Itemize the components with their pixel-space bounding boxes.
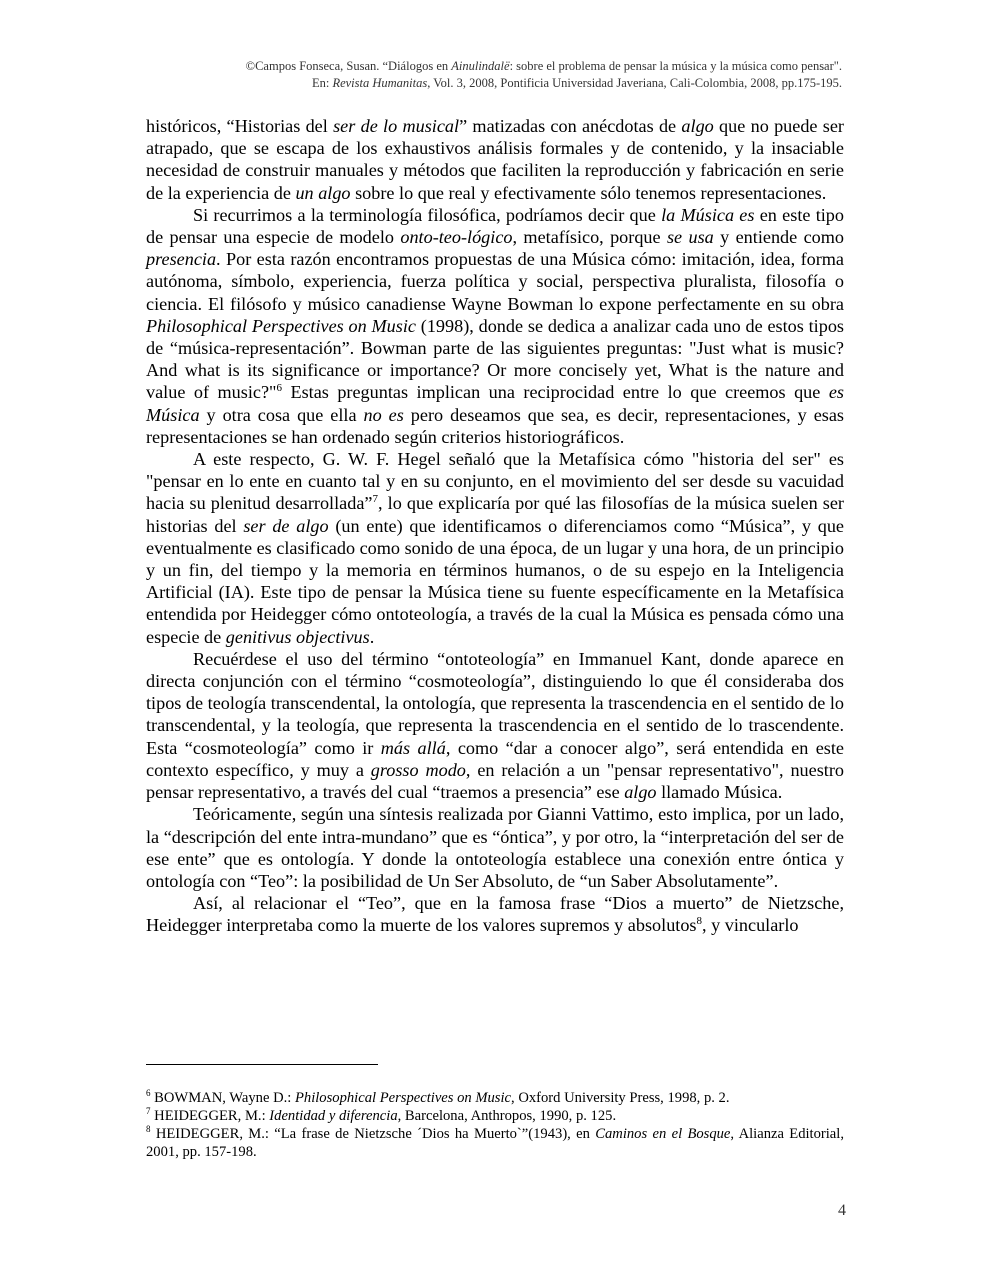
italic-text: onto-teo-lógico bbox=[400, 227, 513, 248]
footnote-divider bbox=[146, 1064, 378, 1065]
text-run: , y vincularlo bbox=[702, 915, 799, 936]
text-run: Estas preguntas implican una reciprocidad entre lo que creemos que bbox=[281, 382, 829, 403]
italic-text: algo bbox=[681, 116, 714, 136]
italic-text: no es bbox=[363, 404, 404, 425]
italic-text: Caminos en el Bosque bbox=[595, 1126, 731, 1142]
footnote bbox=[146, 1125, 844, 1161]
text-run: , como “dar a conocer algo”, será entendida en este contexto específico, y muy a bbox=[146, 737, 845, 780]
text-run: , Vol. 3, 2008, Pontificia Universidad Javeriana, Cali-Colombia, 2008, pp.175-195. bbox=[427, 76, 842, 90]
text-run: ©Campos Fonseca, Susan. “Diálogos en bbox=[245, 59, 452, 73]
text-run: , Alianza Editorial, 2001, pp. 157-198. bbox=[146, 1126, 844, 1160]
text-run: , lo que explicaría por qué las filosofías de la música suelen ser historias del bbox=[146, 493, 844, 536]
text-run: En: bbox=[311, 76, 333, 90]
text-run: . bbox=[369, 626, 375, 647]
text-run: (1998), donde se dedica a analizar cada uno de estos tipos de “música-representación”. Bowman parte de las siguientes preguntas: "Just what is music? And what is its significance or importance? Or more concisely yet, What is the nature and value of music?" bbox=[146, 315, 845, 403]
footnote-ref: 7 bbox=[372, 493, 378, 506]
text-run: A este respecto, G. W. F. Hegel señaló que la Metafísica cómo "historia del ser" es "pensar en lo ente en cuanto tal y en su conjunto, en el movimiento del ser desde su vacuidad hacia su plenitud desarrollada” bbox=[146, 449, 844, 514]
text-run: Teóricamente, según una síntesis realizada por Gianni Vattimo, esto implica, por un lado, la “descripción del ente intra-mundano” que es “óntica”, y por otro, la “interpretación del ser de ese ente” que es ontología. Y donde la ontoteología establece una conexión entre óntica y ontología con “Teo”: la posibilidad de Un Ser Absoluto, de “un Saber Absolutamente”. bbox=[146, 804, 844, 891]
text-run: en este tipo de pensar una especie de modelo bbox=[146, 204, 844, 248]
header-line-2 bbox=[122, 75, 842, 92]
italic-text: un algo bbox=[295, 182, 351, 203]
italic-text: genitivus objectivus bbox=[225, 626, 370, 647]
text-run: y entiende como bbox=[713, 227, 844, 248]
body-text bbox=[146, 115, 844, 937]
text-run: Recuérdese el uso del término “ontoteología” en Immanuel Kant, donde aparece en directa conjunción con el término “cosmoteología”, distinguiendo lo que él consideraba dos tipos de teología transcendental, la ontología, que representa la trascendencia en el sentido de lo transcendental, y la teología, que representa la trascendencia en el sentido de lo trascendente. Esta “cosmoteología” como ir bbox=[146, 648, 844, 758]
text-run: Si recurrimos a la terminología filosófica, podríamos decir que bbox=[193, 204, 662, 225]
text-run: (un ente) que identificamos o diferenciamos como “Música”, y que eventualmente es clasificado como sonido de una época, de un lugar y una hora, de un principio y un fin, del tiempo y la memoria en términos humanos, o de su espejo en la Inteligencia Artificial (IA). Este tipo de pensar la Música tiene su fuente específicamente en la Metafísica entendida por Heidegger cómo ontoteología, a través de la cual la Música es pensada cómo una especie de bbox=[146, 515, 845, 647]
footnote-ref: 6 bbox=[146, 1088, 151, 1099]
italic-text: Identidad y diferencia bbox=[269, 1108, 398, 1124]
paragraph bbox=[146, 448, 844, 648]
paragraph bbox=[146, 803, 844, 892]
italic-text: más allá bbox=[380, 737, 446, 758]
text-run: llamado Música. bbox=[656, 782, 783, 803]
footnote bbox=[146, 1089, 844, 1107]
page-number: 4 bbox=[838, 1202, 846, 1219]
italic-text: algo bbox=[624, 782, 657, 803]
paragraph bbox=[146, 892, 844, 936]
footnote-ref: 6 bbox=[276, 382, 282, 395]
italic-text: la Música es bbox=[661, 204, 755, 225]
text-run: : sobre el problema de pensar la música y la música como pensar". bbox=[509, 59, 842, 73]
text-run: BOWMAN, Wayne D.: bbox=[150, 1090, 295, 1106]
italic-text: grosso modo bbox=[370, 759, 466, 780]
text-run: HEIDEGGER, M.: bbox=[150, 1108, 270, 1124]
italic-text: ser de lo musical bbox=[333, 116, 460, 136]
running-header bbox=[122, 58, 842, 92]
text-run: , Oxford University Press, 1998, p. 2. bbox=[511, 1090, 730, 1106]
text-run: , en relación a un "pensar representativo", nuestro pensar representativo, a través del cual “traemos a presencia” ese bbox=[146, 759, 844, 803]
text-run: ” matizadas con anécdotas de bbox=[459, 116, 682, 136]
text-run: , metafísico, porque bbox=[512, 227, 667, 248]
footnote-ref: 8 bbox=[696, 915, 703, 928]
footnote-ref: 8 bbox=[146, 1124, 151, 1135]
footnote bbox=[146, 1107, 844, 1125]
italic-text: Philosophical Perspectives on Music bbox=[146, 315, 416, 336]
paragraph bbox=[146, 115, 844, 204]
text-run: , Barcelona, Anthropos, 1990, p. 125. bbox=[397, 1108, 617, 1124]
text-run: y otra cosa que ella bbox=[199, 404, 364, 425]
text-run: que no puede ser atrapado, que se escapa de los exhaustivos análisis formales y de contenido, y la insaciable necesidad de construir manuales y métodos que faciliten la reproducción y fabricación en serie de la experiencia de bbox=[146, 116, 844, 203]
italic-text: es Música bbox=[146, 382, 844, 425]
header-line-1 bbox=[122, 58, 842, 75]
footnote-ref: 7 bbox=[146, 1106, 151, 1117]
paragraph bbox=[146, 648, 844, 803]
text-run: HEIDEGGER, M.: “La frase de Nietzsche ´Dios ha Muerto`”(1943), en bbox=[150, 1126, 596, 1142]
paragraph bbox=[146, 204, 844, 448]
text-run: pero deseamos que sea, es decir, representaciones, y esas representaciones se han ordenado según criterios historiográficos. bbox=[146, 404, 845, 447]
italic-text: ser de algo bbox=[243, 515, 329, 536]
italic-text: se usa bbox=[666, 227, 714, 248]
text-run: sobre lo que real y efectivamente sólo tenemos representaciones. bbox=[350, 182, 827, 203]
italic-text: Philosophical Perspectives on Music bbox=[294, 1090, 512, 1106]
text-run: . Por esta razón encontramos propuestas de una Música cómo: imitación, idea, forma autónoma, símbolo, experiencia, fuerza política y social, perspectiva pluralista, filosofía o ciencia. El filósofo y músico canadiense Wayne Bowman lo expone perfectamente en su obra bbox=[146, 249, 844, 314]
italic-text: Revista Humanitas bbox=[332, 76, 428, 90]
text-run: históricos, “Historias del bbox=[146, 116, 334, 136]
italic-text: Ainulindalë bbox=[451, 59, 510, 73]
italic-text: presencia bbox=[146, 249, 217, 270]
footnotes bbox=[146, 1089, 844, 1161]
text-run: Así, al relacionar el “Teo”, que en la famosa frase “Dios a muerto” de Nietzsche, Heidegger interpretaba como la muerte de los valores supremos y absolutos bbox=[146, 893, 844, 936]
